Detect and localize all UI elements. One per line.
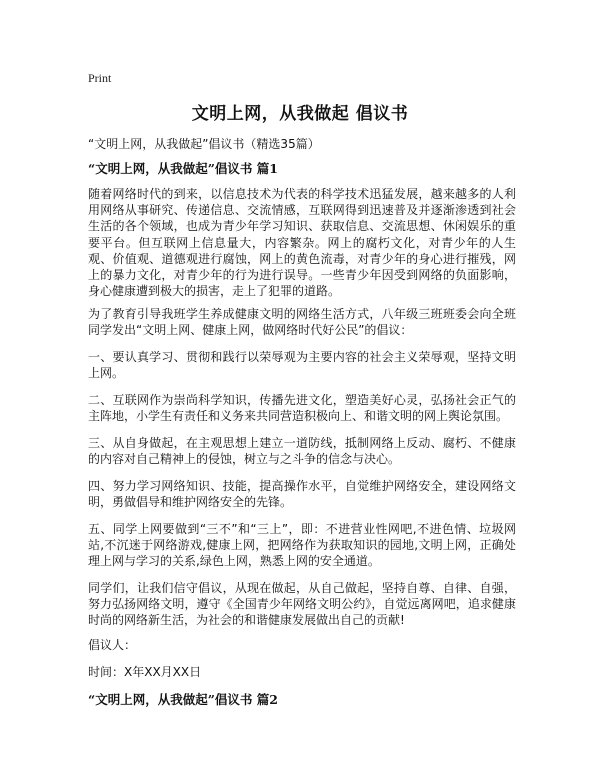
date-line: 时间：X年XX月XX日 [88, 665, 202, 679]
paragraph-point-1: 一、要认真学习、贯彻和践行以荣辱观为主要内容的社会主义荣辱观，坚持文明上网。 [88, 350, 516, 381]
paragraph-initiative: 为了教育引导我班学生养成健康文明的网络生活方式，八年级三班班委会向全班同学发出“文明上网、健康上网，做网络时代好公民”的倡议： [88, 307, 516, 338]
paragraph-point-3: 三、从自身做起，在主观思想上建立一道防线，抵制网络上反动、腐朽、不健康的内容对自己精神上的侵蚀，树立与之斗争的信念与决心。 [88, 436, 516, 467]
paragraph-point-5: 五、同学上网要做到“三不”和“三上”，即：不进营业性网吧,不进色情、垃圾网站,不沉迷于网络游戏,健康上网，把网络作为获取知识的园地,文明上网，正确处理上网与学习的关系,绿色上网，熟悉上网的安全通道。 [88, 522, 516, 569]
paragraph-point-2: 二、互联网作为崇尚科学知识，传播先进文化，塑造美好心灵，弘扬社会正气的主阵地，小学生有责任和义务来共同营造积极向上、和谐文明的网上舆论氛围。 [88, 393, 516, 424]
signature-label: 倡议人： [88, 638, 137, 652]
section-heading-2: “文明上网，从我做起”倡议书 篇2 [88, 692, 278, 707]
paragraph-closing: 同学们，让我们信守倡议，从现在做起，从自己做起，坚持自尊、自律、自强，努力弘扬网络文明，遵守《全国青少年网络文明公约》，自觉远离网吧，追求健康时尚的网络新生活，为社会的和谐健康发展做出自己的贡献! [88, 581, 516, 628]
document-subtitle: “文明上网，从我做起”倡议书（精选35篇） [88, 137, 320, 151]
section-heading-1: “文明上网，从我做起”倡议书 篇1 [88, 161, 278, 176]
print-link[interactable]: Print [88, 71, 112, 85]
paragraph-intro: 随着网络时代的到来，以信息技术为代表的科学技术迅猛发展，越来越多的人利用网络从事研究、传递信息、交流情感，互联网得到迅速普及并逐渐渗透到社会生活的各个领域，也成为青少年学习知识、获取信息、交流思想、休闲娱乐的重要平台。但互联网上信息量大，内容繁杂。网上的腐朽文化，对青少年的人生观、价值观、道德观进行腐蚀，网上的黄色流毒，对青少年的身心进行摧残，网上的暴力文化，对青少年的行为进行误导。一些青少年因受到网络的负面影响，身心健康遭到极大的损害，走上了犯罪的道路。 [88, 187, 516, 299]
paragraph-point-4: 四、努力学习网络知识、技能，提高操作水平，自觉维护网络安全，建设网络文明，勇做倡导和维护网络安全的先锋。 [88, 479, 516, 510]
page-title: 文明上网，从我做起 倡议书 [191, 104, 409, 124]
